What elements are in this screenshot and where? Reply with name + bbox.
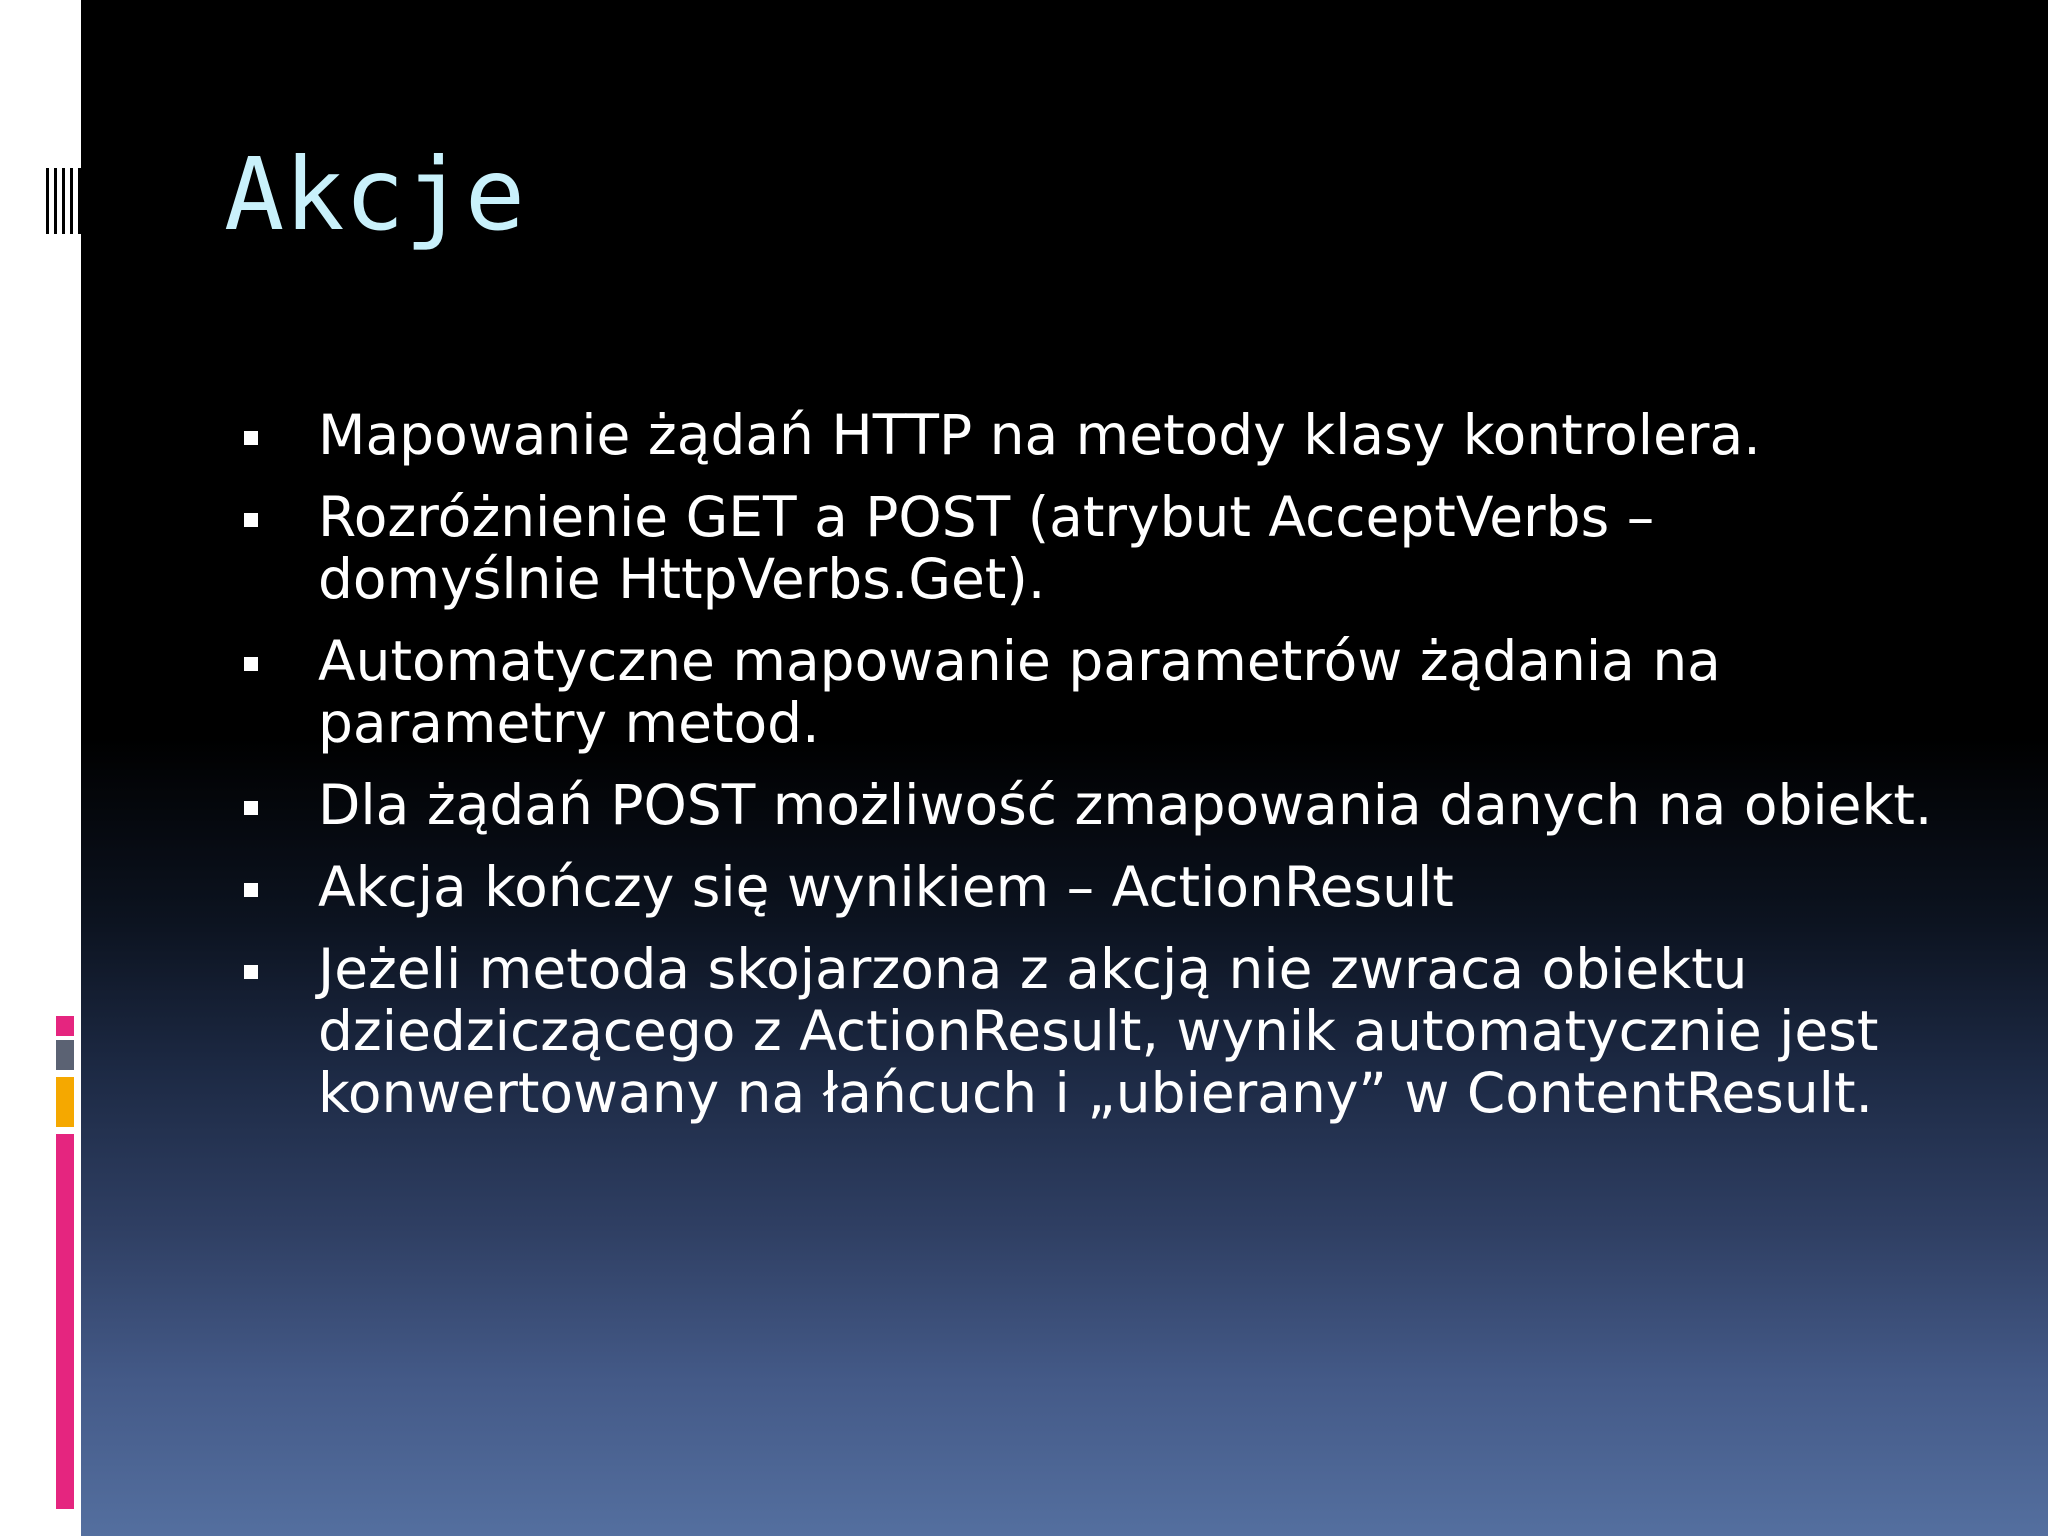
decorative-pink-block: [56, 1016, 74, 1036]
decorative-bar: [70, 168, 73, 234]
slide-title: Akcje: [224, 136, 526, 253]
bullet-item: [244, 404, 1984, 466]
bullet-item: [244, 774, 1984, 836]
bullet-item: [244, 856, 1984, 918]
decorative-gray-block: [56, 1040, 74, 1070]
decorative-bar: [46, 168, 49, 234]
bullet-text: Dla żądań POST możliwość zmapowania danych na obiekt.: [318, 773, 1933, 837]
decorative-bar: [62, 168, 65, 234]
square-bullet-icon: [244, 431, 258, 445]
decorative-bar: [78, 168, 81, 234]
bullet-text: Mapowanie żądań HTTP na metody klasy kontrolera.: [318, 403, 1761, 467]
bullet-text: Akcja kończy się wynikiem – ActionResult: [318, 855, 1454, 919]
square-bullet-icon: [244, 657, 258, 671]
bullet-list: [244, 404, 1984, 1144]
decorative-bar: [54, 168, 57, 234]
square-bullet-icon: [244, 965, 258, 979]
square-bullet-icon: [244, 883, 258, 897]
square-bullet-icon: [244, 801, 258, 815]
bullet-text: Jeżeli metoda skojarzona z akcją nie zwraca obiektu dziedziczącego z ActionResult, wynik automatycznie jest konwertowany na łańcuch i „ubierany” w ContentResult.: [318, 937, 1879, 1125]
decorative-pink-strip: [56, 1134, 74, 1509]
bullet-item: [244, 486, 1984, 610]
square-bullet-icon: [244, 513, 258, 527]
bullet-item: [244, 938, 1984, 1124]
decorative-yellow-block: [56, 1077, 74, 1127]
bullet-item: [244, 630, 1984, 754]
bullet-text: Rozróżnienie GET a POST (atrybut AcceptVerbs – domyślnie HttpVerbs.Get).: [318, 485, 1655, 611]
bullet-text: Automatyczne mapowanie parametrów żądania na parametry metod.: [318, 629, 1721, 755]
decorative-bars: [46, 168, 81, 234]
